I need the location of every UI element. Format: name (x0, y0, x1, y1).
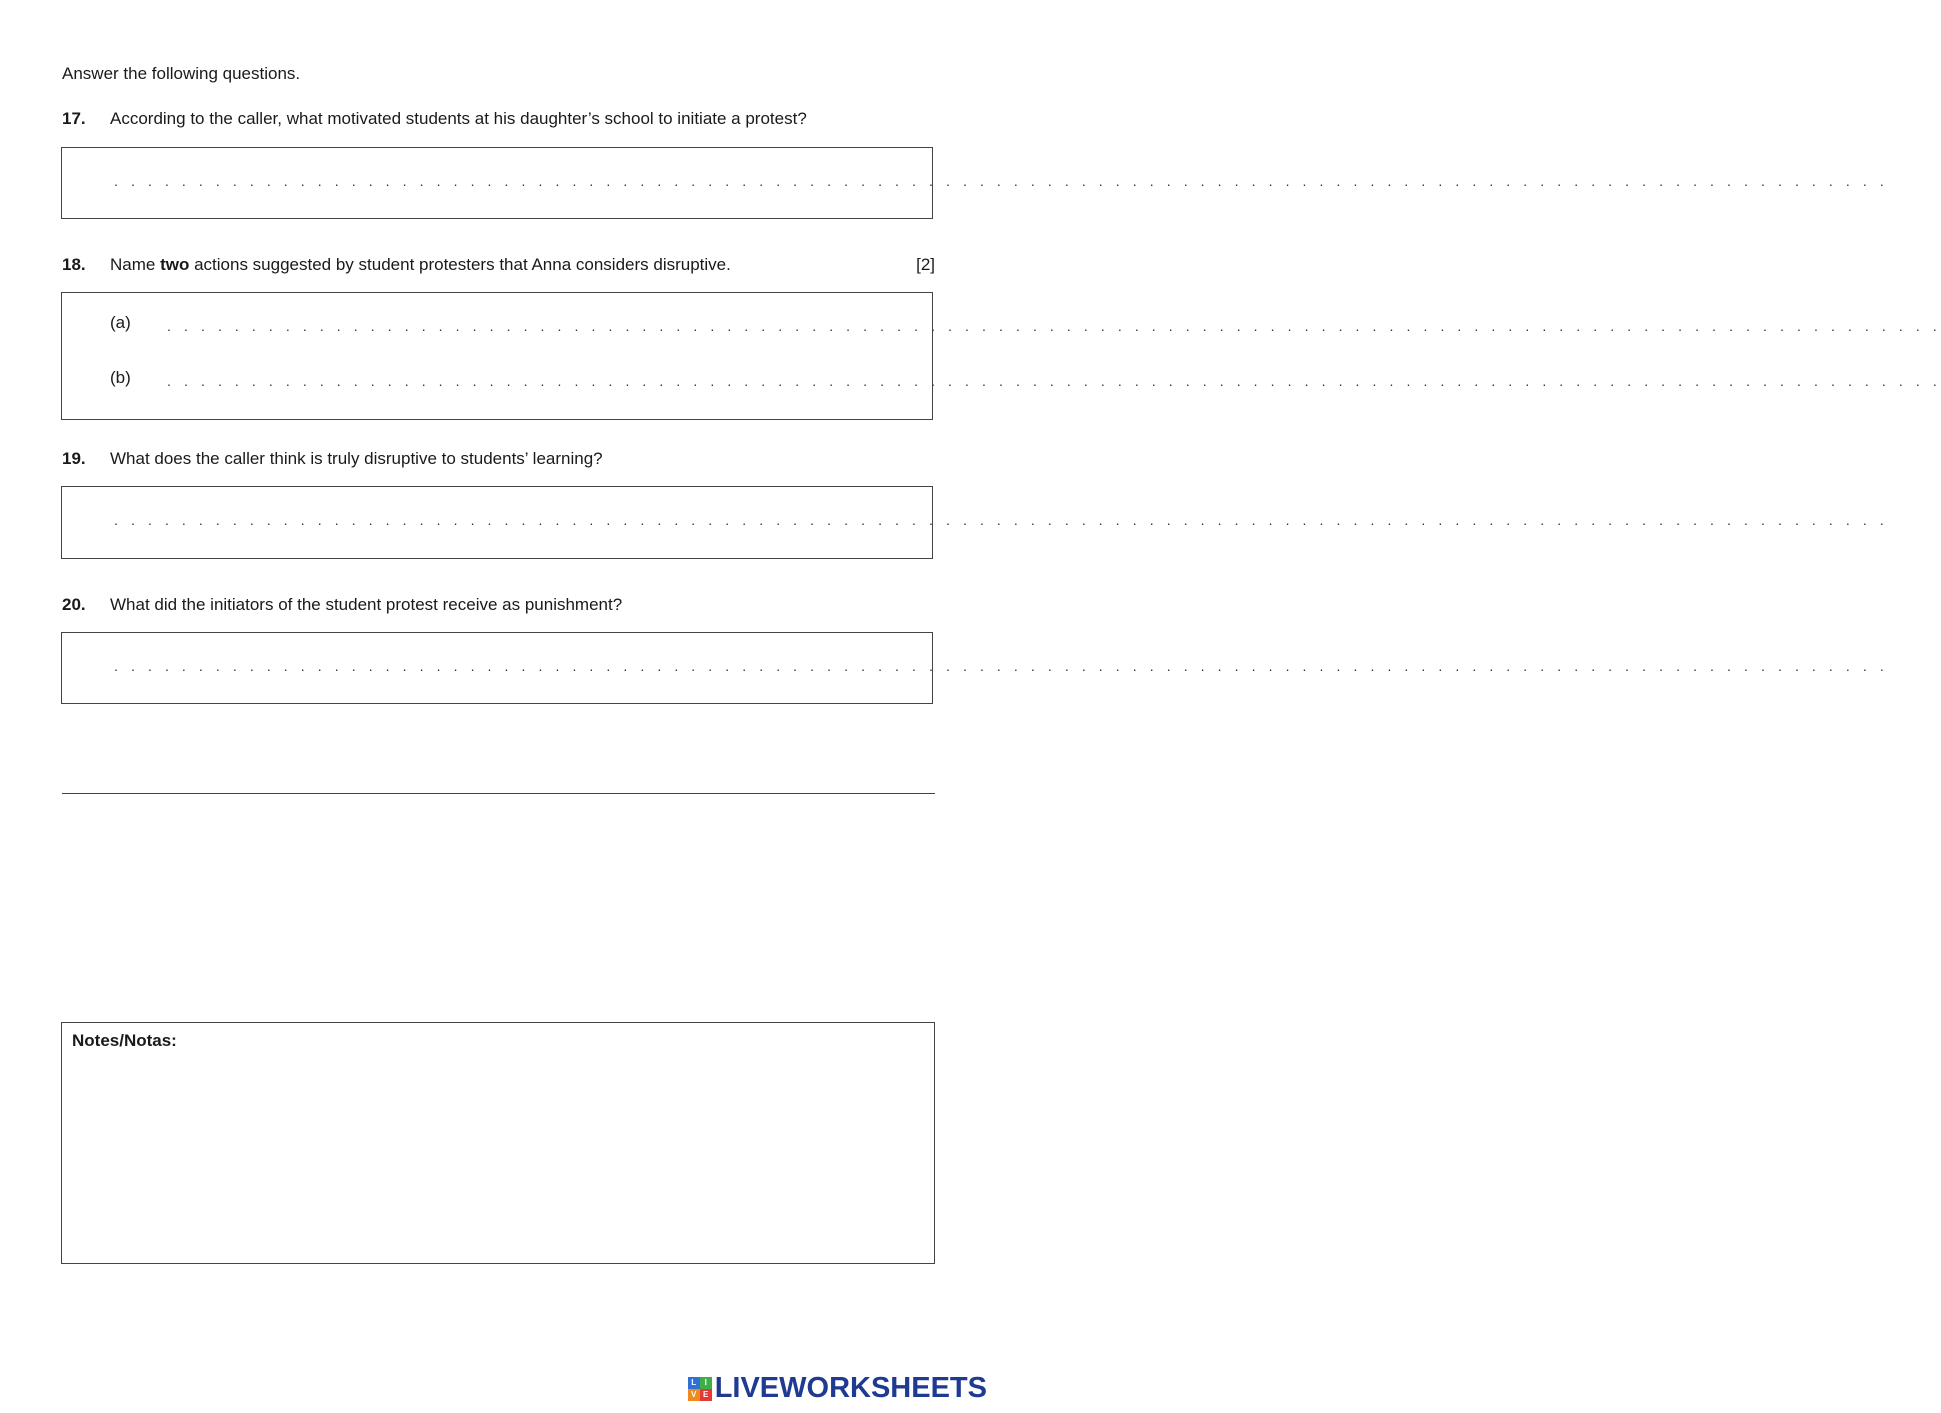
question-text (110, 254, 731, 276)
logo-mark-icon (688, 1377, 712, 1401)
answer-box-20[interactable] (61, 632, 1889, 704)
answer-box-19[interactable] (61, 486, 1889, 559)
logo-text: LIVEWORKSHEETS (714, 1372, 987, 1404)
question-number: 17. (62, 109, 86, 128)
logo-mark-letter: I (700, 1377, 712, 1389)
logo-mark-letter: E (700, 1389, 712, 1401)
question-number: 20. (62, 595, 86, 614)
marks-label: [2] (916, 255, 935, 274)
logo-mark-letter: L (688, 1377, 700, 1389)
question-text-after: actions suggested by student protesters that Anna considers disruptive. (189, 255, 731, 274)
sub-label-b: (b) (110, 368, 131, 387)
logo-mark-letter: V (688, 1389, 700, 1401)
answer-line-a[interactable]: . . . . . . . . . . . . . . . . . . . . . . . . . . . . . . . . . . . . . . . . . . . . . . . . . . . . . . . . . . . . . . . . . . . . . . . . . . . . . . . . . . . . . . . . . . . . . . . . . . . . . . . . . (167, 318, 1941, 334)
answer-line-b[interactable]: . . . . . . . . . . . . . . . . . . . . . . . . . . . . . . . . . . . . . . . . . . . . . . . . . . . . . . . . . . . . . . . . . . . . . . . . . . . . . . . . . . . . . . . . . . . . . . . . . . . . . . . . . (167, 373, 1941, 389)
question-text: What does the caller think is truly disruptive to students’ learning? (110, 449, 603, 468)
answer-box-17[interactable] (61, 147, 1889, 219)
answer-box-18[interactable] (61, 292, 1941, 420)
question-text-before: Name (110, 255, 161, 274)
notes-box[interactable] (61, 1022, 935, 1264)
sub-label-a: (a) (110, 313, 131, 332)
question-text: What did the initiators of the student protest receive as punishment? (110, 595, 623, 614)
divider-line (62, 793, 935, 794)
notes-label: Notes/Notas: (72, 1031, 177, 1050)
answer-line[interactable]: . . . . . . . . . . . . . . . . . . . . . . . . . . . . . . . . . . . . . . . . . . . . . . . . . . . . . . . . . . . . . . . . . . . . . . . . . . . . . . . . . . . . . . . . . . . . . . . . . . . . . . . . . (114, 512, 1889, 528)
question-number: 18. (62, 255, 86, 274)
instructions-text: Answer the following questions. (62, 64, 301, 83)
question-text-emphasis: two (160, 255, 190, 274)
answer-line[interactable]: . . . . . . . . . . . . . . . . . . . . . . . . . . . . . . . . . . . . . . . . . . . . . . . . . . . . . . . . . . . . . . . . . . . . . . . . . . . . . . . . . . . . . . . . . . . . . . . . . . . . . . . . . (114, 658, 1889, 674)
answer-line[interactable]: . . . . . . . . . . . . . . . . . . . . . . . . . . . . . . . . . . . . . . . . . . . . . . . . . . . . . . . . . . . . . . . . . . . . . . . . . . . . . . . . . . . . . . . . . . . . . . . . . . . . . . . . . (114, 173, 1889, 189)
question-number: 19. (62, 449, 86, 468)
question-text: According to the caller, what motivated students at his daughter’s school to initiate a protest? (110, 109, 807, 128)
liveworksheets-logo (688, 1372, 987, 1405)
